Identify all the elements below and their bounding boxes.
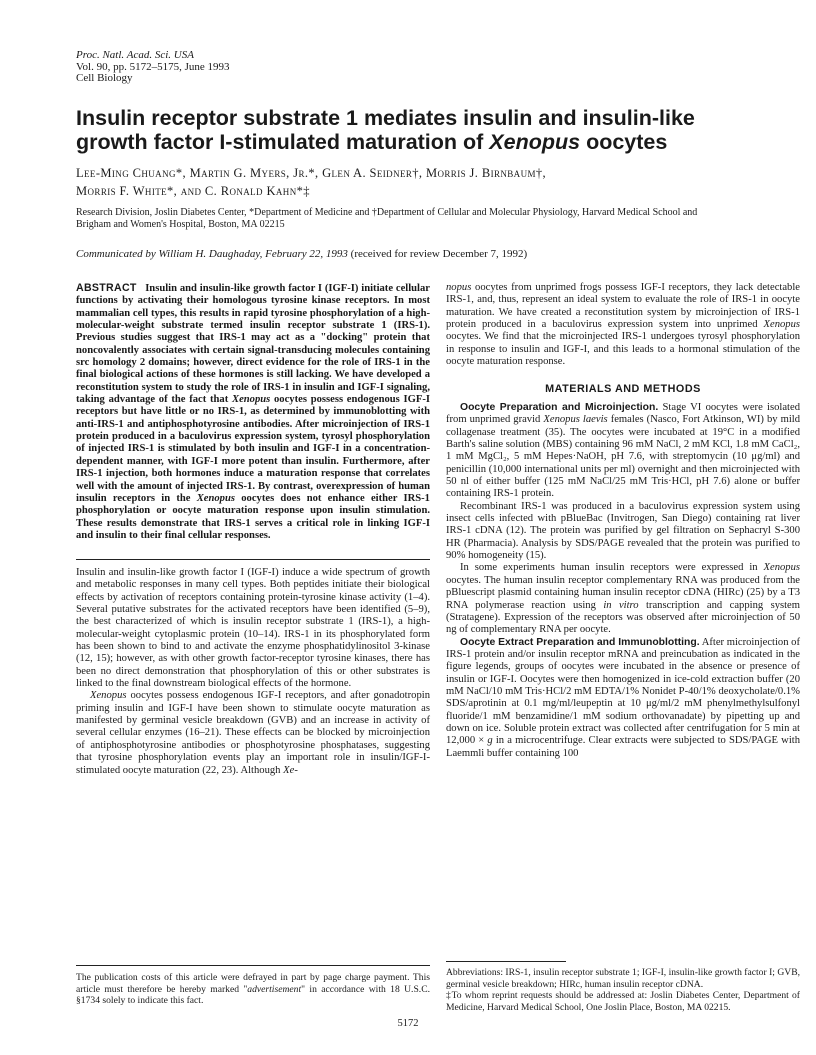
methods-paragraph-4: Oocyte Extract Preparation and Immunoblotting. After microinjection of IRS-1 protein and/or insulin receptor mRNA and preincubation as indicated in the figure legends, groups of oocytes were incubated in the absence or presence of insulin or IGF-I. Oocytes were then homogenized in ice-cold extraction buffer (20 mM NaCl/10 mM Tris·HCl/2 mM EDTA/1% Nonidet P-40/1% deoxycholate/0.1% SDS/aprotinin at 0.1 mg/ml/leupeptin at 10 μg/ml/2 mM phenylmethylsulfonyl fluoride/1 mM benzamidine/1 mM sodium orthovanadate) by pipetting up and down on ice. Soluble protein extract was collected after centrifugation for 5 min at 12,000 × g in a microcentrifuge. Clear extracts were subjected to SDS/PAGE with Laemmli buffer containing 100 (446, 636, 800, 759)
communicated-lead: Communicated by William H. Daughaday, February 22, 1993 (76, 248, 348, 260)
section-name: Cell Biology (76, 72, 133, 85)
abstract-label: ABSTRACT (76, 282, 137, 294)
abstract-divider (76, 559, 430, 560)
methods-paragraph-3: In some experiments human insulin receptors were expressed in Xenopus oocytes. The human insulin receptor complementary RNA was produced from the pBluescript plasmid containing human insulin receptor cDNA (HIRc) (25) by a T3 RNA polymerase reaction using in vitro transcription and capping system (Stratagene). Expression of the receptors was observed after microinjection of 50 ng of complementary RNA per oocyte. (446, 562, 800, 636)
author-list (76, 165, 776, 200)
abstract: ABSTRACT Insulin and insulin-like growth factor I (IGF-I) initiate cellular functions by activating their homologous tyrosine kinase receptors. In most mammalian cell types, this results in rapid tyrosine phosphorylation of a high-molecular-weight substrate termed insulin receptor substrate 1 (IRS-1). Previous studies suggest that IRS-1 may act as a "docking" protein that noncovalently associates with certain signal-transducing molecules containing src homology 2 domains; however, direct evidence for the role of IRS-1 in the final biological actions of these hormones is still lacking. We have developed a reconstitution system to study the role of IRS-1 in insulin and IGF-I signaling, taking advantage of the fact that Xenopus oocytes possess endogenous IGF-I receptors but have little or no IRS-1, as determined by immunoblotting with anti-IRS-1 and antiphosphotyrosine antibodies. After microinjection of IRS-1 protein produced in a baculovirus expression system, tyrosyl phosphorylation of injected IRS-1 is stimulated by both insulin and IGF-I in a concentration-dependent manner, with IGF-I more potent than insulin. Furthermore, after IRS-1 injection, both hormones induce a maturation response that correlates well with the amount of injected IRS-1. By contrast, overexpression of human insulin receptors in the Xenopus oocytes does not enhance either IRS-1 phosphorylation or oocyte maturation response upon insulin stimulation. These results demonstrate that IRS-1 serves a critical role in linking IGF-I and insulin to their final cellular responses. (76, 282, 431, 541)
footnote-divider-left (76, 965, 430, 966)
introduction (76, 567, 430, 777)
subheading-oocyte-prep: Oocyte Preparation and Microinjection. (460, 402, 659, 413)
intro-paragraph-1: Insulin and insulin-like growth factor I (IGF-I) induce a wide spectrum of growth and metabolic responses in many cell types. Both peptides initiate their biological effects by activation of receptors containing protein-tyrosine kinase activity (1–4). Several putative substrates for the activated receptors have been identified (5–9), the best characterized of which is insulin receptor substrate 1 (IRS-1), a high-molecular-weight cytoplasmic protein (10–14). IRS-1 in its phosphorylated form has been shown to bind to and activate the enzyme phosphatidylinositol 3-kinase (12, 15); however, as with other growth factor-receptor tyrosine kinases, there has been no direct demonstration that phosphorylation of this or other substrates is linked to the final downstream biological effects of the hormone. (76, 567, 430, 690)
received-date: (received for review December 7, 1992) (350, 248, 528, 260)
methods-body (446, 402, 800, 760)
title-line-1: Insulin receptor substrate 1 mediates insulin and insulin-like (76, 106, 695, 130)
affiliation-line-1: Research Division, Joslin Diabetes Center, *Department of Medicine and †Department of Cellular and Molecular Physiology, Harvard Medical School and (76, 207, 698, 218)
affiliation-line-2: Brigham and Women's Hospital, Boston, MA 02215 (76, 219, 285, 230)
title-line-2: growth factor I-stimulated maturation of Xenopus oocytes (76, 130, 668, 154)
section-heading-methods: MATERIALS AND METHODS (545, 383, 701, 395)
running-header (76, 50, 230, 85)
intro-paragraph-2-continued: nopus oocytes from unprimed frogs possess IGF-I receptors, they lack detectable IRS-1, and, thus, represent an ideal system to evaluate the role of IRS-1 in oocyte maturation. We have created a reconstitution system by microinjection of IRS-1 protein produced in a baculovirus expression system into unprimed Xenopus oocytes. We find that the microinjected IRS-1 undergoes tyrosyl phosphorylation in response to insulin and IGF-I, and this leads to a hormonal stimulation of the oocyte maturation response. (446, 282, 800, 368)
authors-line-1: Lee-Ming Chuang*, Martin G. Myers, Jr.*, Glen A. Seidner†, Morris J. Birnbaum†, (76, 166, 547, 180)
communicated-by (76, 248, 776, 260)
footnote-divider-right (446, 961, 566, 962)
abbreviations-footnote: Abbreviations: IRS-1, insulin receptor substrate 1; IGF-I, insulin-like growth factor I; GVB, germinal vesicle breakdown; HIRc, human insulin receptor cDNA. (446, 967, 800, 990)
volume-info: Vol. 90, pp. 5172–5175, June 1993 (76, 60, 230, 73)
journal-name: Proc. Natl. Acad. Sci. USA (76, 49, 194, 61)
article-title (76, 106, 756, 154)
footnotes-right (446, 967, 800, 1013)
authors-line-2: Morris F. White*, and C. Ronald Kahn*‡ (76, 183, 310, 198)
reprint-footnote: ‡To whom reprint requests should be addressed at: Joslin Diabetes Center, Department of Medicine, Harvard Medical School, One Joslin Place, Boston, MA 02215. (446, 990, 800, 1013)
affiliation (76, 207, 776, 231)
intro-paragraph-2: Xenopus oocytes possess endogenous IGF-I receptors, and after gonadotropin priming insulin and IGF-I have been shown to stimulate oocyte maturation as manifested by germinal vesicle breakdown (GVB) and an increase in activity of several cellular enzymes (16–21). These effects can be blocked by microinjection of antiphosphotyrosine antibodies or phosphotyrosine phosphatases, suggesting that tyrosine phosphorylation events play an important role in insulin/IGF-I-stimulated oocyte maturation (22, 23). Although Xe- (76, 690, 430, 776)
methods-paragraph-2: Recombinant IRS-1 was produced in a baculovirus expression system using insect cells infected with pBlueBac (Invitrogen, San Diego) containing rat liver IRS-1 cDNA (12). The protein was purified by gel filtration on Sephacryl S-300 HR (Pharmacia). Analysis by SDS/PAGE revealed that the protein was purified to 90% homogeneity (15). (446, 500, 800, 562)
page-number: 5172 (397, 1018, 419, 1029)
subheading-extract-prep: Oocyte Extract Preparation and Immunoblotting. (460, 636, 700, 648)
methods-paragraph-1: Oocyte Preparation and Microinjection. Stage VI oocytes were isolated from unprimed gravid Xenopus laevis females (Nasco, Fort Atkinson, WI) by mild collagenase treatment (35). The oocytes were incubated at 19°C in a modified Barth's saline solution (MBS) containing 96 mM NaCl, 2 mM KCl, 1.8 mM CaCl₂, 1 mM MgCl₂, 5 mM Hepes·NaOH, pH 7.6, with streptomycin (10 μg/ml) and penicillin (10,000 international units per ml) overnight and then microinjected with 50 nl of either buffer (125 mM NaCl/25 mM Tris·HCl, pH 7.6) alone or buffer containing IRS-1 protein. (446, 402, 801, 500)
intro-continued (446, 282, 800, 368)
page-charge-footnote: The publication costs of this article were defrayed in part by page charge payment. This article must therefore be hereby marked "advertisement" in accordance with 18 U.S.C. §1734 solely to indicate this fact. (76, 972, 430, 1006)
